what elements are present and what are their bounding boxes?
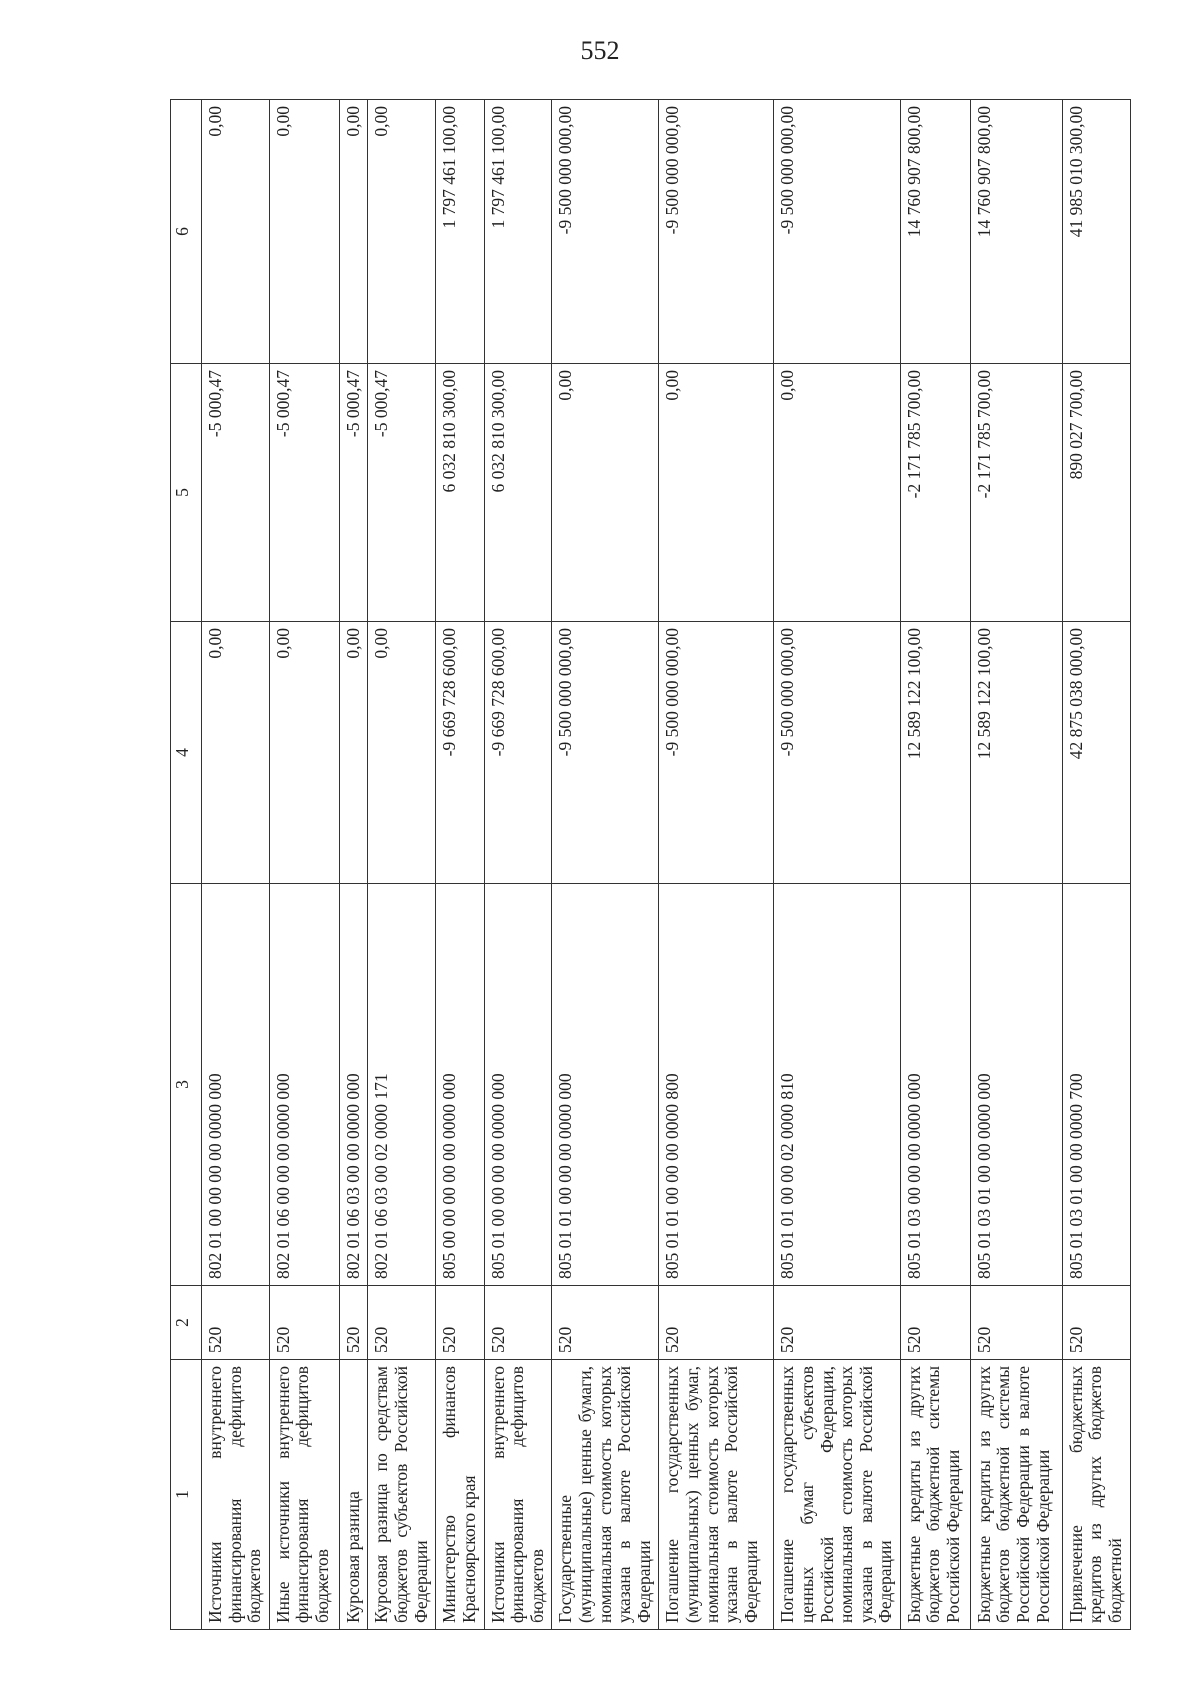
row-code-2: 520 [659, 1286, 774, 1360]
row-code-2: 520 [970, 1286, 1062, 1360]
row-value-4: 0,00 [269, 622, 339, 884]
row-value-4: 12 589 122 100,00 [900, 622, 970, 884]
row-value-4: 0,00 [368, 622, 436, 884]
row-value-6: 1 797 461 100,00 [436, 100, 484, 364]
row-code-2: 520 [436, 1286, 484, 1360]
row-value-4: -9 500 000 000,00 [659, 622, 774, 884]
table-row [269, 100, 339, 1630]
table-row [659, 100, 774, 1630]
table-row [970, 100, 1062, 1630]
row-code-2: 520 [339, 1286, 368, 1360]
row-code-2: 520 [1062, 1286, 1130, 1360]
row-value-6: 14 760 907 800,00 [900, 100, 970, 364]
row-name: Погашение государственных ценных бумаг субъектов Российской Федерации, номинальная стоимость которых указана в валюте Российской Федерации [774, 1360, 901, 1630]
row-kbk-code: 805 00 00 00 00 00 0000 000 [436, 884, 484, 1286]
row-value-4: -9 500 000 000,00 [552, 622, 659, 884]
header-row [171, 100, 202, 1630]
column-header: 3 [171, 884, 202, 1286]
row-kbk-code: 802 01 06 03 00 02 0000 171 [368, 884, 436, 1286]
row-value-5: 6 032 810 300,00 [484, 364, 552, 622]
table-row [552, 100, 659, 1630]
table-row [484, 100, 552, 1630]
table-row [202, 100, 270, 1630]
row-value-6: -9 500 000 000,00 [552, 100, 659, 364]
row-value-5: -5 000,47 [269, 364, 339, 622]
row-name: Источники внутреннего финансирования дефицитов бюджетов [202, 1360, 270, 1630]
column-header: 4 [171, 622, 202, 884]
row-value-6: 0,00 [269, 100, 339, 364]
row-value-6: 1 797 461 100,00 [484, 100, 552, 364]
row-value-5: 0,00 [552, 364, 659, 622]
row-code-2: 520 [774, 1286, 901, 1360]
row-kbk-code: 805 01 03 01 00 00 0000 000 [970, 884, 1062, 1286]
row-kbk-code: 805 01 01 00 00 02 0000 810 [774, 884, 901, 1286]
row-value-5: -5 000,47 [202, 364, 270, 622]
row-code-2: 520 [552, 1286, 659, 1360]
row-value-5: -5 000,47 [339, 364, 368, 622]
row-name: Государственные (муниципальные) ценные бумаги, номинальная стоимость которых указана в валюте Российской Федерации [552, 1360, 659, 1630]
table-row [339, 100, 368, 1630]
row-name: Бюджетные кредиты из других бюджетов бюджетной системы Российской Федерации в валюте Российской Федерации [970, 1360, 1062, 1630]
row-name: Иные источники внутреннего финансирования дефицитов бюджетов [269, 1360, 339, 1630]
row-kbk-code: 805 01 01 00 00 00 0000 800 [659, 884, 774, 1286]
column-header: 1 [171, 1360, 202, 1630]
row-value-6: 0,00 [202, 100, 270, 364]
column-header: 6 [171, 100, 202, 364]
row-value-5: 890 027 700,00 [1062, 364, 1130, 622]
row-kbk-code: 805 01 03 01 00 00 0000 700 [1062, 884, 1130, 1286]
row-value-4: -9 669 728 600,00 [484, 622, 552, 884]
row-value-4: 0,00 [339, 622, 368, 884]
row-value-4: 42 875 038 000,00 [1062, 622, 1130, 884]
row-kbk-code: 805 01 00 00 00 00 0000 000 [484, 884, 552, 1286]
row-kbk-code: 805 01 03 00 00 00 0000 000 [900, 884, 970, 1286]
row-value-6: -9 500 000 000,00 [659, 100, 774, 364]
row-value-6: 41 985 010 300,00 [1062, 100, 1130, 364]
row-kbk-code: 802 01 06 03 00 00 0000 000 [339, 884, 368, 1286]
row-value-5: -2 171 785 700,00 [970, 364, 1062, 622]
row-code-2: 520 [484, 1286, 552, 1360]
budget-sources-table [170, 99, 1131, 1630]
row-value-5: 6 032 810 300,00 [436, 364, 484, 622]
table-row [900, 100, 970, 1630]
row-name: Источники внутреннего финансирования дефицитов бюджетов [484, 1360, 552, 1630]
row-value-4: 12 589 122 100,00 [970, 622, 1062, 884]
row-name: Погашение государственных (муниципальных) ценных бумаг, номинальная стоимость которых указана в валюте Российской Федерации [659, 1360, 774, 1630]
column-header: 2 [171, 1286, 202, 1360]
row-code-2: 520 [202, 1286, 270, 1360]
table-row [1062, 100, 1130, 1630]
row-value-6: -9 500 000 000,00 [774, 100, 901, 364]
row-name: Бюджетные кредиты из других бюджетов бюджетной системы Российской Федерации [900, 1360, 970, 1630]
row-name: Привлечение бюджетных кредитов из других бюджетов бюджетной [1062, 1360, 1130, 1630]
row-kbk-code: 802 01 00 00 00 00 0000 000 [202, 884, 270, 1286]
row-value-5: 0,00 [659, 364, 774, 622]
row-value-6: 0,00 [339, 100, 368, 364]
row-name: Министерство финансов Красноярского края [436, 1360, 484, 1630]
page-number: 552 [580, 36, 620, 65]
table-row [436, 100, 484, 1630]
row-value-5: -2 171 785 700,00 [900, 364, 970, 622]
row-value-6: 0,00 [368, 100, 436, 364]
table-row [368, 100, 436, 1630]
row-name: Курсовая разница [339, 1360, 368, 1630]
row-code-2: 520 [368, 1286, 436, 1360]
row-value-4: -9 500 000 000,00 [774, 622, 901, 884]
column-header: 5 [171, 364, 202, 622]
row-value-4: 0,00 [202, 622, 270, 884]
rotated-table-wrapper [170, 100, 1126, 1630]
row-name: Курсовая разница по средствам бюджетов субъектов Российской Федерации [368, 1360, 436, 1630]
row-value-6: 14 760 907 800,00 [970, 100, 1062, 364]
row-kbk-code: 805 01 01 00 00 00 0000 000 [552, 884, 659, 1286]
table-row [774, 100, 901, 1630]
row-kbk-code: 802 01 06 00 00 00 0000 000 [269, 884, 339, 1286]
row-code-2: 520 [900, 1286, 970, 1360]
row-value-5: -5 000,47 [368, 364, 436, 622]
row-code-2: 520 [269, 1286, 339, 1360]
row-value-5: 0,00 [774, 364, 901, 622]
row-value-4: -9 669 728 600,00 [436, 622, 484, 884]
